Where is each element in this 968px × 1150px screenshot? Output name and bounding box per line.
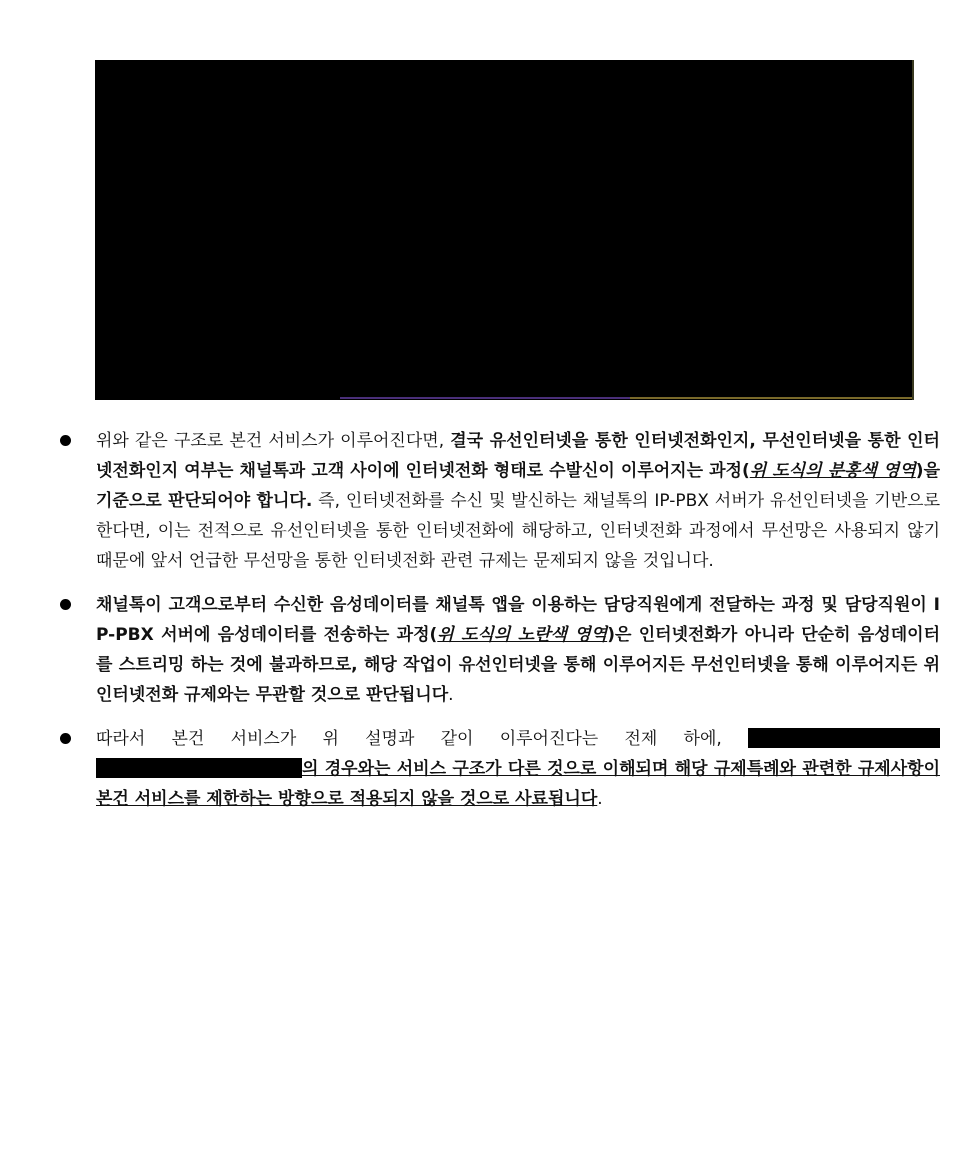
bullet-3-text-plain: 따라서 본건 서비스가 위 설명과 같이 이루어진다는 전제 하에, [96,729,748,749]
bullet-1-text-plain-end: 즉, 인터넷전화를 수신 및 발신하는 채널톡의 IP-PBX 서버가 유선인터넷을 기반으로 한다면, 이는 전적으로 유선인터넷을 통한 인터넷전화에 해당하고, 인터넷전화 과정에서 무선망은 사용되지 않기 때문에 앞서 언급한 무선망을 통한 인터넷전화 관련 규제는 문제되지 않을 것입니다. [96,491,940,571]
bullet-2-yellow-region-ref: 위 도식의 노란색 영역 [437,625,608,645]
bullet-2-text-bold-end: )은 인터넷전화가 아니라 단순히 음성데이터를 스트리밍 하는 것에 불과하므로, 해당 작업이 유선인터넷을 통해 이루어지든 무선인터넷을 통해 이루어지든 위 인터넷전화 규제와는 무관할 것으로 판단됩니다 [96,625,940,705]
bullet-1-pink-region-ref: 위 도식의 분홍색 영역 [749,461,916,481]
bullet-dot-icon [60,435,71,446]
bullet-1-text-plain: 위와 같은 구조로 본건 서비스가 이루어진다면, [96,431,451,451]
diagram-edge-right [912,60,914,400]
bullet-item-structure [60,426,940,576]
diagram-edge-yellow-region [630,397,914,399]
redaction-bar [748,728,940,748]
bullet-2-text-bold: 채널톡이 고객으로부터 수신한 음성데이터를 채널톡 앱을 이용하는 담당직원에게 전달하는 과정 및 담당직원이 IP-PBX 서버에 음성데이터를 전송하는 과정( [96,595,940,645]
bullet-item-streaming [60,590,940,710]
bullet-1-text-bold: 결국 유선인터넷을 통한 인터넷전화인지, 무선인터넷을 통한 인터넷전화인지 여부는 채널톡과 고객 사이에 인터넷전화 형태로 수발신이 이루어지는 과정( [96,431,940,481]
bullet-dot-icon [60,733,71,744]
redacted-diagram [95,60,914,400]
bullet-2-period: . [448,685,454,705]
bullet-list [60,426,940,814]
bullet-item-conclusion [60,724,940,814]
bullet-3-period: . [597,789,603,809]
redaction-bar [96,758,302,778]
diagram-edge-pink-region [340,397,630,399]
bullet-dot-icon [60,599,71,610]
bullet-3-text-bold-underlined: 의 경우와는 서비스 구조가 다른 것으로 이해되며 해당 규제특례와 관련한 규제사항이 본건 서비스를 제한하는 방향으로 적용되지 않을 것으로 사료됩니다 [96,759,940,809]
bullet-1-text-bold-end: )을 기준으로 판단되어야 합니다. [96,461,940,511]
